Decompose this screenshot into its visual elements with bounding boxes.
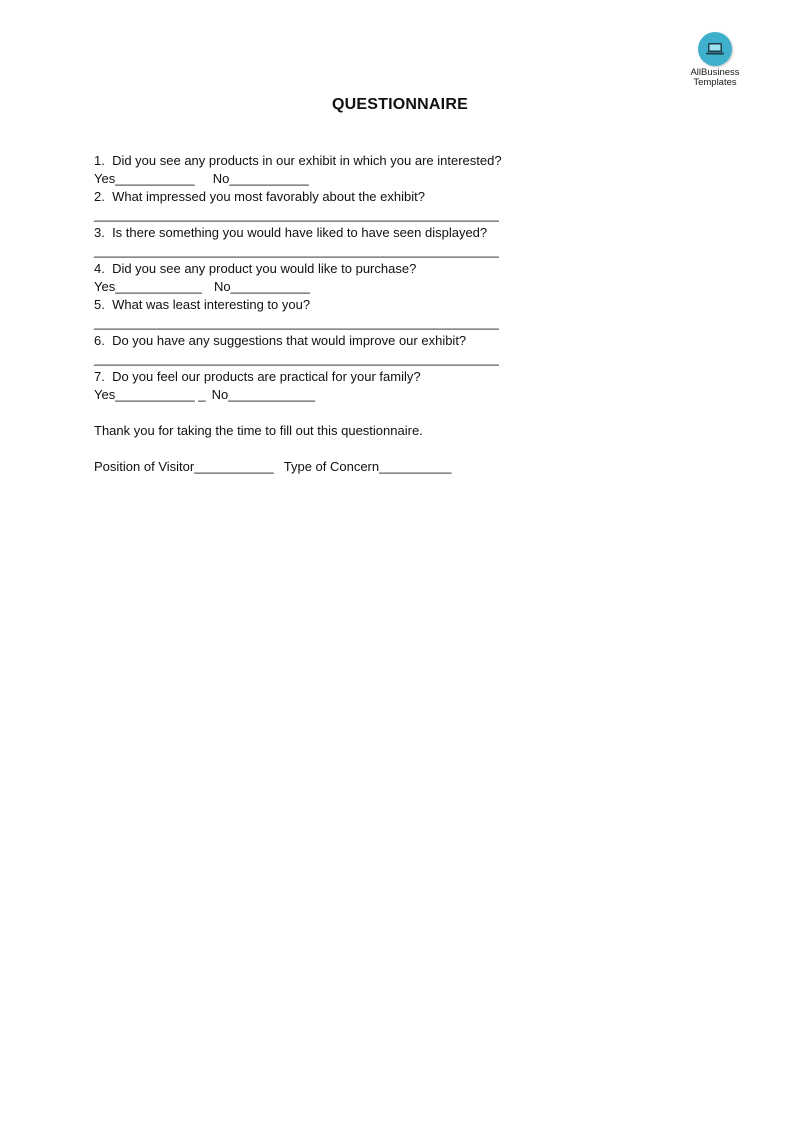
spacer	[94, 404, 502, 422]
yes-field-1[interactable]: Yes___________	[94, 171, 195, 186]
question-4: 4. Did you see any product you would like to purchase?	[94, 261, 417, 276]
answer-row-7	[94, 386, 502, 404]
no-field-4[interactable]: No___________	[213, 279, 311, 294]
answer-line-3[interactable]: ________________________________________________________	[94, 243, 499, 258]
question-7: 7. Do you feel our products are practical for your family?	[94, 369, 421, 384]
laptop-icon	[698, 32, 732, 66]
position-of-visitor-field[interactable]: Position of Visitor___________	[94, 459, 274, 474]
logo-text	[680, 68, 750, 88]
type-of-concern-field[interactable]: Type of Concern__________	[283, 459, 452, 474]
page-title: QUESTIONNAIRE	[332, 96, 468, 113]
questionnaire-body	[94, 152, 502, 476]
spacer	[94, 440, 502, 458]
answer-row-1	[94, 170, 502, 188]
question-6: 6. Do you have any suggestions that would improve our exhibit?	[94, 333, 467, 348]
no-field-7[interactable]: No____________	[211, 387, 315, 402]
answer-row-4	[94, 278, 502, 296]
logo-line-1: AllBusiness	[690, 67, 740, 78]
answer-line-2[interactable]: ________________________________________________________	[94, 207, 499, 222]
logo-line-2: Templates	[693, 77, 737, 88]
footer-row	[94, 458, 502, 476]
answer-line-6[interactable]: ________________________________________________________	[94, 351, 499, 366]
answer-line-5[interactable]: ________________________________________________________	[94, 315, 499, 330]
question-5: 5. What was least interesting to you?	[94, 297, 311, 312]
yes-field-7[interactable]: Yes___________ _	[94, 387, 206, 402]
thank-you-note: Thank you for taking the time to fill out this questionnaire.	[94, 423, 423, 438]
question-1: 1. Did you see any products in our exhibit in which you are interested?	[94, 153, 502, 168]
yes-field-4[interactable]: Yes____________	[94, 279, 202, 294]
question-3: 3. Is there something you would have liked to have seen displayed?	[94, 225, 488, 240]
no-field-1[interactable]: No___________	[212, 171, 309, 186]
brand-logo	[680, 32, 750, 88]
question-2: 2. What impressed you most favorably about the exhibit?	[94, 189, 425, 204]
